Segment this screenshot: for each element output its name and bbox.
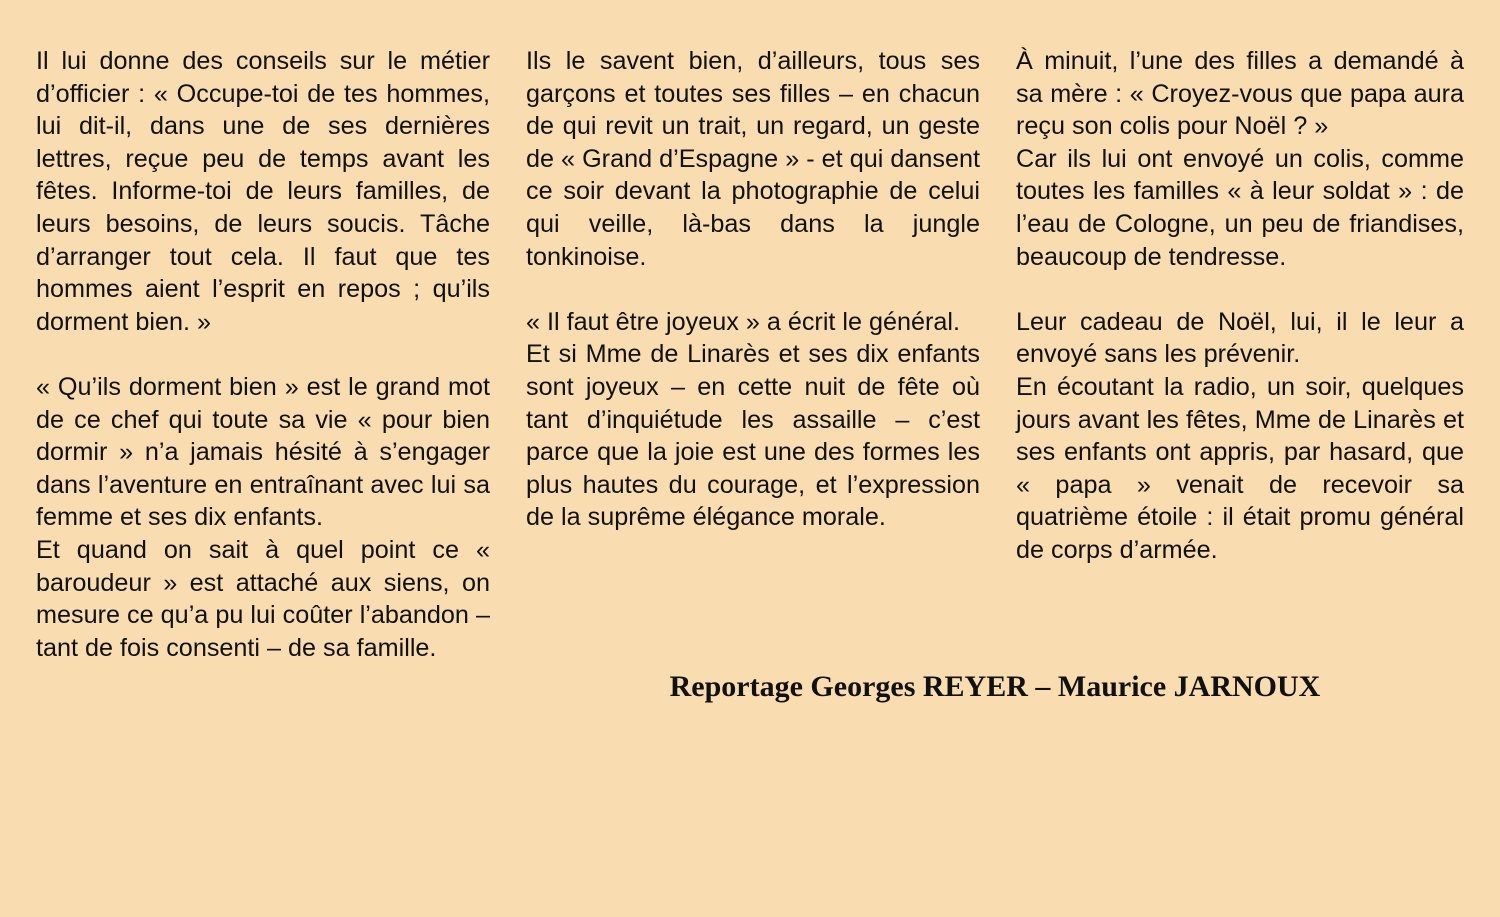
paragraph: Leur cadeau de Noël, lui, il le leur a envoyé sans les prévenir.: [1016, 307, 1464, 369]
paragraph: Il lui donne des conseils sur le métier d’officier : « Occupe-toi de tes hommes, lui dit-il, dans une de ses dernières lettres, reçue peu de temps avant les fêtes. Informe-toi de leurs familles, de leurs besoins, de leurs soucis. Tâche d’arranger tout cela. Il faut que tes hommes aient l’esprit en repos ; qu’ils dorment bien. »: [36, 47, 490, 336]
paragraph: Ils le savent bien, d’ailleurs, tous ses garçons et toutes ses filles – en chacun de qui revit un trait, un regard, un geste de « Grand d’Espagne » - et qui dansent ce soir devant la photographie de celui qui veille, là-bas dans la jungle tonkinoise.: [526, 47, 980, 271]
paragraph: Et quand on sait à quel point ce « baroudeur » est attaché aux siens, on mesure ce qu’a pu lui coûter l’abandon – tant de fois consenti – de sa famille.: [36, 535, 490, 662]
article-column-3: [1016, 45, 1464, 567]
paragraph: « Qu’ils dorment bien » est le grand mot de ce chef qui toute sa vie « pour bien dormir » n’a jamais hésité à s’engager dans l’aventure en entraînant avec lui sa femme et ses dix enfants.: [36, 372, 490, 532]
article-column-1: [36, 45, 490, 664]
paragraph: En écoutant la radio, un soir, quelques jours avant les fêtes, Mme de Linarès et ses enfants ont appris, par hasard, que « papa » venait de recevoir sa quatrième étoile : il était promu général de corps d’armée.: [1016, 372, 1464, 564]
paragraph: « Il faut être joyeux » a écrit le général.: [526, 307, 961, 336]
paragraph: Et si Mme de Linarès et ses dix enfants sont joyeux – en cette nuit de fête où tant d’inquiétude les assaille – c’est parce que la joie est une des formes les plus hautes du courage, et l’expression de la suprême élégance morale.: [526, 340, 980, 532]
paragraph: À minuit, l’une des filles a demandé à sa mère : « Croyez-vous que papa aura reçu son colis pour Noël ? »: [1016, 47, 1464, 141]
paragraph: Car ils lui ont envoyé un colis, comme toutes les familles « à leur soldat » : de l’eau de Cologne, un peu de friandises, beaucoup de tendresse.: [1016, 144, 1464, 271]
article-column-2: [526, 45, 980, 534]
reportage-credit: Reportage Georges REYER – Maurice JARNOUX: [669, 670, 1321, 703]
